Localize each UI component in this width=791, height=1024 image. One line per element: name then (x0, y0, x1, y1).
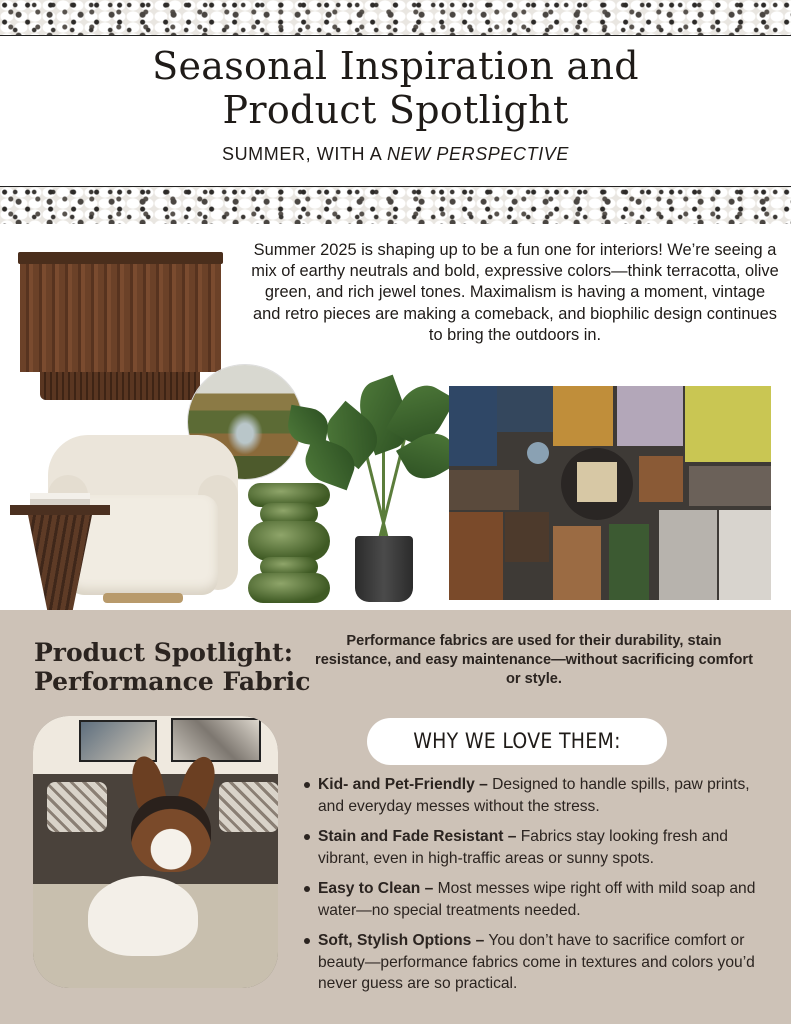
title-line-1: Seasonal Inspiration and (152, 44, 639, 88)
boucle-texture-band-bottom (0, 186, 791, 224)
spotlight-title-line-2: Performance Fabric (34, 667, 311, 696)
spotlight-title-line-1: Product Spotlight: (34, 638, 293, 667)
corgi-on-sofa-photo (33, 716, 278, 988)
header (0, 36, 791, 186)
material-moodboard-image (449, 386, 771, 600)
benefit-title: Kid- and Pet-Friendly – (318, 776, 488, 793)
list-item (304, 774, 778, 817)
benefit-text: You don’t have to sacrifice comfort or beauty—performance fabrics come in textures and colors you’d never guess are so practical. (318, 932, 755, 992)
benefit-text: Fabrics stay looking fresh and vibrant, even in high-traffic areas or sunny spots. (318, 828, 728, 867)
page-title (0, 44, 791, 132)
boucle-texture-band-top (0, 0, 791, 36)
wood-side-table-image (10, 505, 110, 610)
spotlight-title (34, 638, 314, 696)
why-we-love-them-heading: WHY WE LOVE THEM: (367, 718, 667, 765)
benefits-list (304, 774, 778, 1004)
benefit-text: Designed to handle spills, paw prints, and everyday messes without the stress. (318, 776, 750, 815)
benefit-title: Stain and Fade Resistant – (318, 828, 517, 845)
spotlight-description: Performance fabrics are used for their durability, stain resistance, and easy maintenance—without sacrificing comfort or style. (315, 633, 753, 687)
fluted-sideboard-image (18, 252, 223, 402)
list-item (304, 878, 778, 921)
list-item (304, 930, 778, 995)
intro-paragraph: Summer 2025 is shaping up to be a fun one for interiors! We’re seeing a mix of earthy neutrals and bold, expressive colors—think terracotta, olive green, and rich jewel tones. Maximalism is having a moment, vintage and retro pieces are making a comeback, and biophilic design continues to bring the outdoors in. (251, 241, 779, 344)
page-subtitle (0, 144, 791, 165)
benefit-title: Easy to Clean – (318, 880, 434, 897)
list-item (304, 826, 778, 869)
potted-plant-image (290, 378, 460, 603)
books-image (30, 493, 90, 505)
subtitle-emphasis: NEW PERSPECTIVE (386, 144, 570, 164)
subtitle-prefix: SUMMER, WITH A (221, 144, 382, 164)
benefit-text: Most messes wipe right off with mild soap and water—no special treatments needed. (318, 880, 756, 919)
benefit-title: Soft, Stylish Options – (318, 932, 485, 949)
title-line-2: Product Spotlight (222, 88, 569, 132)
